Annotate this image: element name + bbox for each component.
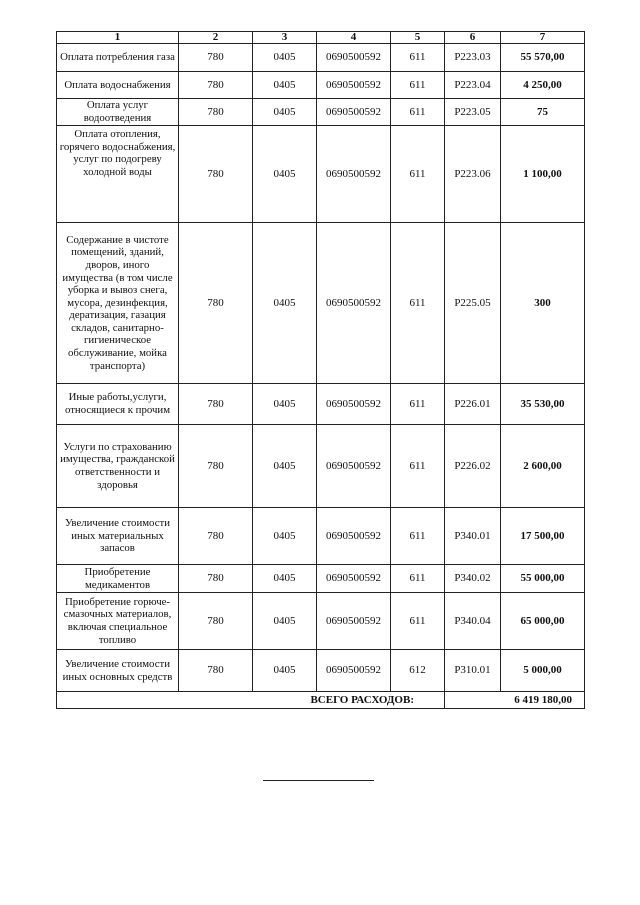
table-row <box>57 44 585 72</box>
cell-value: 611 <box>391 384 445 425</box>
cell-value: 0690500592 <box>317 72 391 99</box>
column-header: 3 <box>253 32 317 44</box>
amount: 4 250,00 <box>501 72 585 99</box>
cell-value: P340.02 <box>445 565 501 593</box>
cell-value: 611 <box>391 593 445 650</box>
total-value: 6 419 180,00 <box>445 692 585 709</box>
expense-name: Оплата услуг водоотведения <box>57 99 179 126</box>
table-row <box>57 593 585 650</box>
expense-name: Услуги по страхованию имущества, гражданской ответственности и здоровья <box>57 425 179 508</box>
expense-name: Оплата отопления, горячего водоснабжения, услуг по подогреву холодной воды <box>57 126 179 223</box>
cell-value: 0405 <box>253 593 317 650</box>
column-header: 4 <box>317 32 391 44</box>
table-row <box>57 72 585 99</box>
cell-value: 0405 <box>253 565 317 593</box>
column-header: 6 <box>445 32 501 44</box>
cell-value: P225.05 <box>445 223 501 384</box>
total-label: ВСЕГО РАСХОДОВ: <box>57 692 445 709</box>
amount: 1 100,00 <box>501 126 585 223</box>
amount: 55 570,00 <box>501 44 585 72</box>
cell-value: 780 <box>179 44 253 72</box>
cell-value: 611 <box>391 72 445 99</box>
cell-value: 780 <box>179 593 253 650</box>
cell-value: P223.05 <box>445 99 501 126</box>
cell-value: 0690500592 <box>317 593 391 650</box>
cell-value: 780 <box>179 384 253 425</box>
cell-value: P226.02 <box>445 425 501 508</box>
expense-name: Приобретение медикаментов <box>57 565 179 593</box>
header-row <box>57 32 585 44</box>
amount: 5 000,00 <box>501 650 585 692</box>
cell-value: P223.06 <box>445 126 501 223</box>
amount: 300 <box>501 223 585 384</box>
cell-value: 0405 <box>253 99 317 126</box>
expense-name: Оплата водоснабжения <box>57 72 179 99</box>
amount: 55 000,00 <box>501 565 585 593</box>
cell-value: 611 <box>391 223 445 384</box>
cell-value: P223.03 <box>445 44 501 72</box>
cell-value: 611 <box>391 508 445 565</box>
cell-value: 780 <box>179 72 253 99</box>
cell-value: 0405 <box>253 425 317 508</box>
cell-value: 780 <box>179 425 253 508</box>
cell-value: 0690500592 <box>317 223 391 384</box>
cell-value: 780 <box>179 508 253 565</box>
expense-name: Увеличение стоимости иных основных средств <box>57 650 179 692</box>
column-header: 5 <box>391 32 445 44</box>
expense-name: Оплата потребления газа <box>57 44 179 72</box>
table-row <box>57 425 585 508</box>
table-row <box>57 126 585 223</box>
expense-name: Приобретение горюче-смазочных материалов, включая специальное топливо <box>57 593 179 650</box>
expense-table <box>56 31 585 709</box>
table-row <box>57 508 585 565</box>
column-header: 7 <box>501 32 585 44</box>
cell-value: 611 <box>391 425 445 508</box>
cell-value: 0690500592 <box>317 384 391 425</box>
table-row <box>57 384 585 425</box>
amount: 17 500,00 <box>501 508 585 565</box>
cell-value: P340.04 <box>445 593 501 650</box>
closing-line <box>263 780 374 781</box>
cell-value: 612 <box>391 650 445 692</box>
column-header: 1 <box>57 32 179 44</box>
cell-value: 0405 <box>253 223 317 384</box>
cell-value: 0405 <box>253 44 317 72</box>
table-row <box>57 650 585 692</box>
amount: 2 600,00 <box>501 425 585 508</box>
column-header: 2 <box>179 32 253 44</box>
table-row <box>57 223 585 384</box>
amount: 65 000,00 <box>501 593 585 650</box>
expense-name: Содержание в чистоте помещений, зданий, дворов, иного имущества (в том числе уборка и вывоз снега, мусора, дезинфекция, дератизация, газация складов, санитарно-гигиеническое обслуживание, мойка транспорта) <box>57 223 179 384</box>
cell-value: P310.01 <box>445 650 501 692</box>
table-row <box>57 565 585 593</box>
expense-name: Увеличение стоимости иных материальных запасов <box>57 508 179 565</box>
cell-value: 0405 <box>253 384 317 425</box>
cell-value: P340.01 <box>445 508 501 565</box>
amount: 75 <box>501 99 585 126</box>
cell-value: 0690500592 <box>317 126 391 223</box>
cell-value: P223.04 <box>445 72 501 99</box>
cell-value: 0690500592 <box>317 508 391 565</box>
cell-value: P226.01 <box>445 384 501 425</box>
cell-value: 780 <box>179 223 253 384</box>
expense-name: Иные работы,услуги, относящиеся к прочим <box>57 384 179 425</box>
cell-value: 0690500592 <box>317 425 391 508</box>
cell-value: 780 <box>179 650 253 692</box>
cell-value: 0690500592 <box>317 44 391 72</box>
cell-value: 0690500592 <box>317 99 391 126</box>
cell-value: 780 <box>179 565 253 593</box>
cell-value: 611 <box>391 565 445 593</box>
cell-value: 611 <box>391 126 445 223</box>
table-row <box>57 99 585 126</box>
cell-value: 0405 <box>253 126 317 223</box>
cell-value: 611 <box>391 99 445 126</box>
cell-value: 780 <box>179 126 253 223</box>
cell-value: 0405 <box>253 508 317 565</box>
cell-value: 0690500592 <box>317 650 391 692</box>
cell-value: 0690500592 <box>317 565 391 593</box>
cell-value: 0405 <box>253 72 317 99</box>
cell-value: 0405 <box>253 650 317 692</box>
cell-value: 780 <box>179 99 253 126</box>
total-row <box>57 692 585 709</box>
cell-value: 611 <box>391 44 445 72</box>
amount: 35 530,00 <box>501 384 585 425</box>
